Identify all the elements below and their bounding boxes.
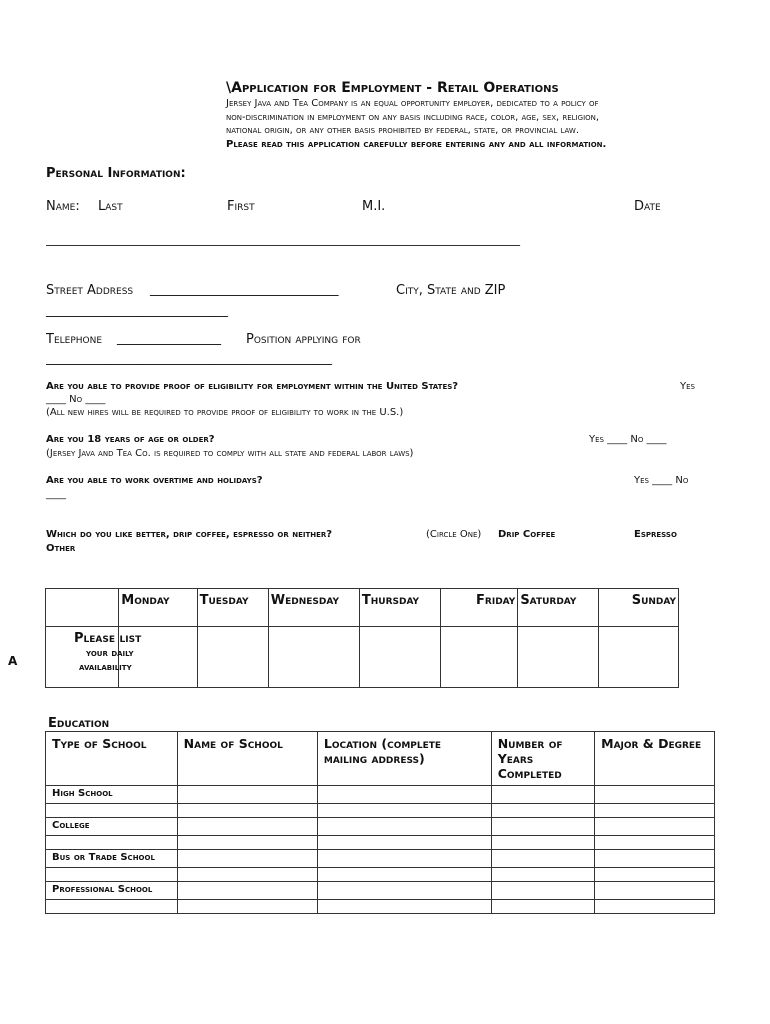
coffee-question: Which do you like better, drip coffee, espresso or neither? bbox=[46, 529, 333, 540]
availability-cell-friday[interactable] bbox=[440, 627, 517, 688]
education-cell[interactable] bbox=[177, 850, 317, 868]
eligibility-no[interactable]: ____ No ____ bbox=[46, 394, 106, 405]
eligibility-note: (All new hires will be required to provide proof of eligibility to work in the U.S.) bbox=[46, 407, 404, 418]
street-address-line[interactable]: _____________________________ bbox=[150, 282, 339, 297]
name-entry-line[interactable]: _______________________________________________________________________________ bbox=[46, 232, 520, 246]
education-col-name: Name of School bbox=[177, 732, 317, 786]
availability-corner-cell bbox=[46, 589, 119, 627]
city-state-zip-label: City, State and ZIP bbox=[396, 283, 506, 298]
education-cell[interactable] bbox=[46, 868, 178, 882]
education-col-years: Number of Years Completed bbox=[491, 732, 594, 786]
education-cell[interactable] bbox=[595, 900, 715, 914]
education-cell[interactable] bbox=[317, 882, 491, 900]
day-saturday: Saturday bbox=[518, 589, 599, 627]
page-title: \Application for Employment - Retail Operations bbox=[226, 80, 559, 96]
availability-cell-tuesday[interactable] bbox=[197, 627, 268, 688]
education-cell[interactable] bbox=[46, 900, 178, 914]
position-label: Position applying for bbox=[246, 332, 361, 347]
education-table bbox=[45, 731, 715, 914]
street-address-label: Street Address bbox=[46, 283, 134, 298]
position-line[interactable]: ____________________________________________ bbox=[46, 351, 332, 366]
education-cell[interactable] bbox=[595, 882, 715, 900]
day-wednesday: Wednesday bbox=[268, 589, 359, 627]
education-cell[interactable] bbox=[595, 868, 715, 882]
education-cell[interactable] bbox=[317, 900, 491, 914]
education-cell[interactable] bbox=[491, 882, 594, 900]
education-cell[interactable] bbox=[491, 804, 594, 818]
age-question: Are you 18 years of age or older? bbox=[46, 434, 215, 445]
education-cell[interactable] bbox=[491, 868, 594, 882]
education-cell[interactable] bbox=[491, 850, 594, 868]
coffee-option-other[interactable]: Other bbox=[46, 543, 76, 554]
education-cell[interactable] bbox=[595, 850, 715, 868]
education-cell[interactable] bbox=[491, 900, 594, 914]
eligibility-yes[interactable]: Yes bbox=[680, 381, 695, 392]
education-row-label: High School bbox=[46, 786, 178, 804]
day-sunday: Sunday bbox=[599, 589, 679, 627]
education-cell[interactable] bbox=[595, 804, 715, 818]
first-name-label: First bbox=[227, 199, 255, 214]
education-cell[interactable] bbox=[317, 786, 491, 804]
eeo-statement-line1: Jersey Java and Tea Company is an equal opportunity employer, dedicated to a policy of bbox=[226, 98, 599, 109]
eeo-statement-line2: non-discrimination in employment on any basis including race, color, age, sex, religion, bbox=[226, 112, 600, 123]
availability-side-letter: A bbox=[8, 654, 18, 668]
coffee-circle-one: (Circle One) bbox=[426, 529, 482, 540]
coffee-option-drip[interactable]: Drip Coffee bbox=[498, 529, 556, 540]
availability-table bbox=[45, 588, 679, 688]
name-label: Name: bbox=[46, 199, 80, 214]
education-cell[interactable] bbox=[317, 836, 491, 850]
day-tuesday: Tuesday bbox=[197, 589, 268, 627]
city-state-zip-line[interactable]: ____________________________ bbox=[46, 303, 228, 318]
instruction-text: Please read this application carefully before entering any and all information. bbox=[226, 139, 607, 150]
education-row-label: College bbox=[46, 818, 178, 836]
education-cell[interactable] bbox=[177, 900, 317, 914]
personal-info-heading: Personal Information: bbox=[46, 166, 186, 181]
age-answer[interactable]: Yes ____ No ____ bbox=[589, 434, 667, 445]
middle-initial-label: M.I. bbox=[362, 199, 386, 214]
day-thursday: Thursday bbox=[359, 589, 440, 627]
education-cell[interactable] bbox=[491, 818, 594, 836]
education-cell[interactable] bbox=[491, 786, 594, 804]
education-cell[interactable] bbox=[177, 868, 317, 882]
overtime-line[interactable]: ____ bbox=[46, 489, 66, 500]
education-heading: Education bbox=[48, 716, 110, 731]
education-cell[interactable] bbox=[177, 818, 317, 836]
education-col-location: Location (complete mailing address) bbox=[317, 732, 491, 786]
telephone-label: Telephone bbox=[46, 332, 103, 347]
availability-cell-saturday[interactable] bbox=[518, 627, 599, 688]
eeo-statement-line3: national origin, or any other basis prohibited by federal, state, or provincial law. bbox=[226, 125, 580, 136]
education-cell[interactable] bbox=[177, 786, 317, 804]
education-cell[interactable] bbox=[317, 804, 491, 818]
education-row-label: Bus or Trade School bbox=[46, 850, 178, 868]
education-col-type: Type of School bbox=[46, 732, 178, 786]
availability-prompt-line1: Please list bbox=[74, 631, 142, 646]
education-cell[interactable] bbox=[595, 818, 715, 836]
education-cell[interactable] bbox=[595, 836, 715, 850]
availability-cell-wednesday[interactable] bbox=[268, 627, 359, 688]
last-name-label: Last bbox=[98, 199, 123, 214]
education-cell[interactable] bbox=[595, 786, 715, 804]
day-friday: Friday bbox=[440, 589, 517, 627]
availability-cell-thursday[interactable] bbox=[359, 627, 440, 688]
education-col-major: Major & Degree bbox=[595, 732, 715, 786]
date-label: Date bbox=[634, 199, 661, 214]
education-cell[interactable] bbox=[46, 836, 178, 850]
education-cell[interactable] bbox=[317, 850, 491, 868]
day-monday: Monday bbox=[119, 589, 197, 627]
education-cell[interactable] bbox=[317, 868, 491, 882]
telephone-line[interactable]: ________________ bbox=[117, 331, 221, 346]
education-cell[interactable] bbox=[177, 836, 317, 850]
availability-prompt-line2: your daily bbox=[86, 648, 134, 659]
education-cell[interactable] bbox=[177, 882, 317, 900]
education-cell[interactable] bbox=[491, 836, 594, 850]
availability-prompt-line3: availability bbox=[79, 662, 132, 673]
overtime-question: Are you able to work overtime and holidays? bbox=[46, 475, 263, 486]
age-note: (Jersey Java and Tea Co. is required to comply with all state and federal labor laws) bbox=[46, 448, 414, 459]
education-cell[interactable] bbox=[317, 818, 491, 836]
availability-cell-sunday[interactable] bbox=[599, 627, 679, 688]
education-row-label: Professional School bbox=[46, 882, 178, 900]
education-cell[interactable] bbox=[177, 804, 317, 818]
eligibility-question: Are you able to provide proof of eligibility for employment within the United States? bbox=[46, 381, 459, 392]
overtime-answer[interactable]: Yes ____ No bbox=[634, 475, 689, 486]
coffee-option-espresso[interactable]: Espresso bbox=[634, 529, 677, 540]
availability-prompt-cell bbox=[46, 627, 142, 688]
education-cell[interactable] bbox=[46, 804, 178, 818]
